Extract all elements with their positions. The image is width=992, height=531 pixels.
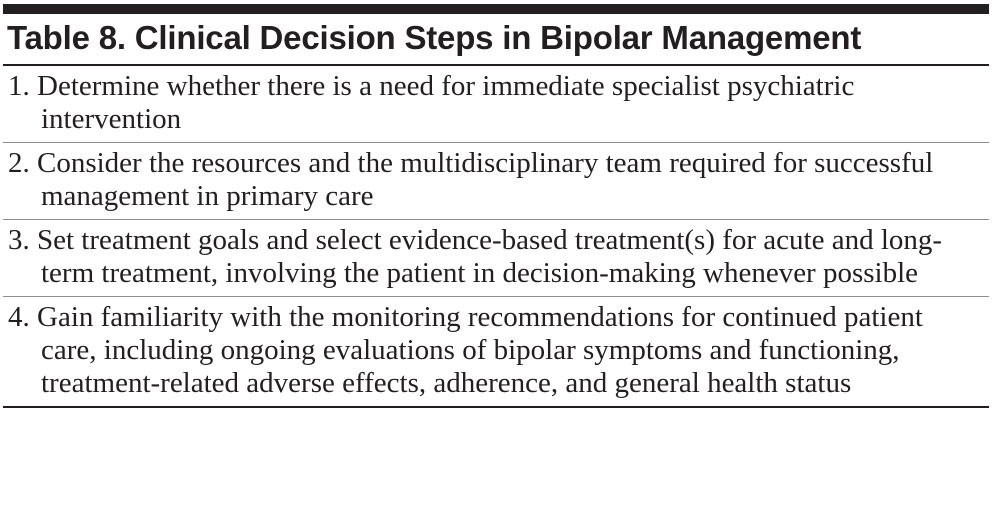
top-rule	[3, 4, 989, 14]
step-list	[3, 66, 989, 406]
step-row-3: 3. Set treatment goals and select evidence-based treatment(s) for acute and long-term treatment, involving the patient in decision-making whenever possible	[3, 220, 989, 297]
step-row-1: 1. Determine whether there is a need for immediate specialist psychiatric intervention	[3, 66, 989, 143]
step-row-2: 2. Consider the resources and the multidisciplinary team required for successful management in primary care	[3, 143, 989, 220]
table-title: Table 8. Clinical Decision Steps in Bipolar Management	[7, 19, 862, 56]
decision-steps-table	[3, 0, 989, 408]
bottom-rule	[3, 406, 989, 408]
step-row-4: 4. Gain familiarity with the monitoring recommendations for continued patient care, including ongoing evaluations of bipolar symptoms and functioning, treatment-related adverse effects, adherence, and general health status	[8, 301, 923, 399]
